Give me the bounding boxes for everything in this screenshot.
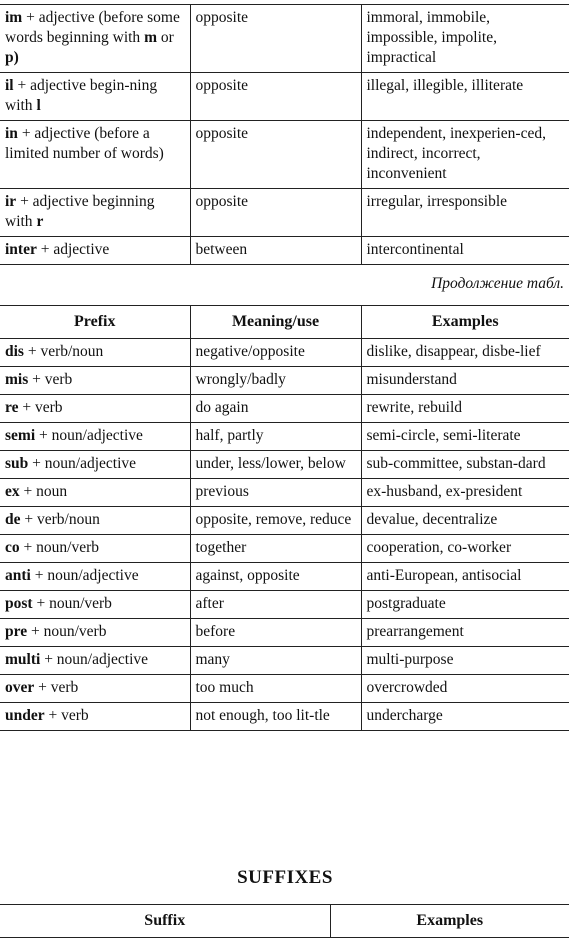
examples-cell: devalue, decentralize — [361, 507, 569, 535]
suffixes-heading: SUFFIXES — [237, 867, 333, 888]
table-row — [0, 563, 569, 591]
suffix-header-row — [0, 905, 569, 938]
meaning-cell: opposite, remove, reduce — [190, 507, 361, 535]
prefix-usage: + noun/verb — [19, 539, 99, 556]
prefix-word: mis — [5, 371, 29, 388]
examples-cell: misunderstand — [361, 367, 569, 395]
examples-cell: anti-European, antisocial — [361, 563, 569, 591]
prefix-word: in — [5, 125, 18, 142]
prefix-usage: + adjective begin-ning with — [5, 77, 158, 114]
examples-cell: prearrangement — [361, 619, 569, 647]
table-row — [0, 703, 569, 731]
prefix-cell — [0, 121, 190, 189]
prefix-cell — [0, 5, 190, 73]
table-row — [0, 507, 569, 535]
table-row — [0, 73, 569, 121]
prefix-letter: r — [36, 213, 44, 230]
examples-cell: postgraduate — [361, 591, 569, 619]
header-suffix: Suffix — [0, 905, 330, 938]
prefix-cell — [0, 535, 190, 563]
prefix-word: dis — [5, 343, 24, 360]
prefix-word: post — [5, 595, 33, 612]
prefix-table-continued — [0, 4, 569, 265]
meaning-cell: opposite — [190, 73, 361, 121]
prefix-cell — [0, 703, 190, 731]
prefix-cell — [0, 423, 190, 451]
prefix-word: pre — [5, 623, 28, 640]
prefix-usage: + verb — [28, 371, 73, 388]
prefix-cell — [0, 479, 190, 507]
examples-cell: overcrowded — [361, 675, 569, 703]
table-row — [0, 423, 569, 451]
table-row — [0, 647, 569, 675]
prefix-word: anti — [5, 567, 31, 584]
table-row — [0, 591, 569, 619]
prefix-cell — [0, 367, 190, 395]
prefix-usage: + adjective beginning with — [5, 193, 155, 230]
continuation-note: Продолжение табл. — [431, 275, 564, 292]
meaning-cell: against, opposite — [190, 563, 361, 591]
examples-cell: illegal, illegible, illiterate — [361, 73, 569, 121]
prefix-word: de — [5, 511, 21, 528]
table-row — [0, 451, 569, 479]
prefix-table — [0, 305, 569, 731]
meaning-cell: together — [190, 535, 361, 563]
prefix-letter: p) — [5, 49, 19, 66]
prefix-usage: + noun/adjective — [28, 455, 137, 472]
examples-cell: dislike, disappear, disbe-lief — [361, 339, 569, 367]
prefix-cell — [0, 591, 190, 619]
prefix-usage: + verb — [34, 679, 79, 696]
examples-cell: irregular, irresponsible — [361, 189, 569, 237]
examples-cell: multi-purpose — [361, 647, 569, 675]
examples-cell: ex-husband, ex-president — [361, 479, 569, 507]
prefix-cell — [0, 237, 190, 265]
meaning-cell: opposite — [190, 121, 361, 189]
header-meaning: Meaning/use — [190, 306, 361, 339]
meaning-cell: do again — [190, 395, 361, 423]
table-header-row — [0, 306, 569, 339]
table-row — [0, 5, 569, 73]
prefix-usage: + verb/noun — [23, 343, 104, 360]
prefix-cell — [0, 507, 190, 535]
meaning-cell: half, partly — [190, 423, 361, 451]
prefix-cell — [0, 563, 190, 591]
examples-cell: semi-circle, semi-literate — [361, 423, 569, 451]
table-row — [0, 535, 569, 563]
meaning-cell: after — [190, 591, 361, 619]
prefix-word: im — [5, 9, 23, 26]
prefix-cell — [0, 189, 190, 237]
prefix-cell — [0, 339, 190, 367]
prefix-usage: + noun — [19, 483, 68, 500]
prefix-word: multi — [5, 651, 41, 668]
meaning-cell: many — [190, 647, 361, 675]
prefix-letter: l — [36, 97, 41, 114]
meaning-cell: opposite — [190, 5, 361, 73]
prefix-word: under — [5, 707, 45, 724]
prefix-cell — [0, 675, 190, 703]
examples-cell: rewrite, rebuild — [361, 395, 569, 423]
prefix-word: ir — [5, 193, 17, 210]
prefix-cell — [0, 647, 190, 675]
prefix-word: re — [5, 399, 19, 416]
prefix-usage: + verb — [18, 399, 63, 416]
prefix-word: over — [5, 679, 35, 696]
table-row — [0, 395, 569, 423]
prefix-usage: + adjective (before a limited number of words) — [5, 125, 164, 162]
table-row — [0, 479, 569, 507]
header-suffix-examples: Examples — [330, 905, 569, 938]
prefix-cell — [0, 73, 190, 121]
prefix-usage: + adjective (before some words beginning with — [5, 9, 180, 46]
meaning-cell: under, less/lower, below — [190, 451, 361, 479]
examples-cell: independent, inexperien-ced, indirect, incorrect, inconvenient — [361, 121, 569, 189]
prefix-word: il — [5, 77, 14, 94]
header-examples: Examples — [361, 306, 569, 339]
prefix-word: sub — [5, 455, 29, 472]
meaning-cell: too much — [190, 675, 361, 703]
prefix-word: co — [5, 539, 20, 556]
prefix-letter: m — [144, 29, 157, 46]
prefix-usage: + noun/verb — [27, 623, 107, 640]
prefix-word: ex — [5, 483, 20, 500]
suffix-table — [0, 904, 569, 938]
prefix-usage: + noun/adjective — [40, 651, 149, 668]
examples-cell: cooperation, co-worker — [361, 535, 569, 563]
prefix-usage: + noun/adjective — [35, 427, 143, 444]
examples-cell: sub-committee, substan-dard — [361, 451, 569, 479]
prefix-usage: + adjective — [36, 241, 110, 258]
table-row — [0, 675, 569, 703]
meaning-cell: negative/opposite — [190, 339, 361, 367]
table-row — [0, 121, 569, 189]
prefix-usage: + verb — [44, 707, 89, 724]
table-row — [0, 367, 569, 395]
prefix-usage: + noun/verb — [32, 595, 112, 612]
table-row — [0, 619, 569, 647]
examples-cell: immoral, immobile, impossible, impolite, impractical — [361, 5, 569, 73]
prefix-cell — [0, 451, 190, 479]
meaning-cell: opposite — [190, 189, 361, 237]
table-row — [0, 339, 569, 367]
meaning-cell: between — [190, 237, 361, 265]
table-row — [0, 189, 569, 237]
prefix-cell — [0, 619, 190, 647]
examples-cell: undercharge — [361, 703, 569, 731]
meaning-cell: previous — [190, 479, 361, 507]
examples-cell: intercontinental — [361, 237, 569, 265]
prefix-usage: + verb/noun — [20, 511, 100, 528]
prefix-word: semi — [5, 427, 36, 444]
prefix-word: inter — [5, 241, 37, 258]
meaning-cell: not enough, too lit-tle — [190, 703, 361, 731]
prefix-usage-text: or — [156, 29, 174, 46]
header-prefix: Prefix — [0, 306, 190, 339]
table-row — [0, 237, 569, 265]
meaning-cell: before — [190, 619, 361, 647]
prefix-cell — [0, 395, 190, 423]
meaning-cell: wrongly/badly — [190, 367, 361, 395]
prefix-usage: + noun/adjective — [30, 567, 139, 584]
